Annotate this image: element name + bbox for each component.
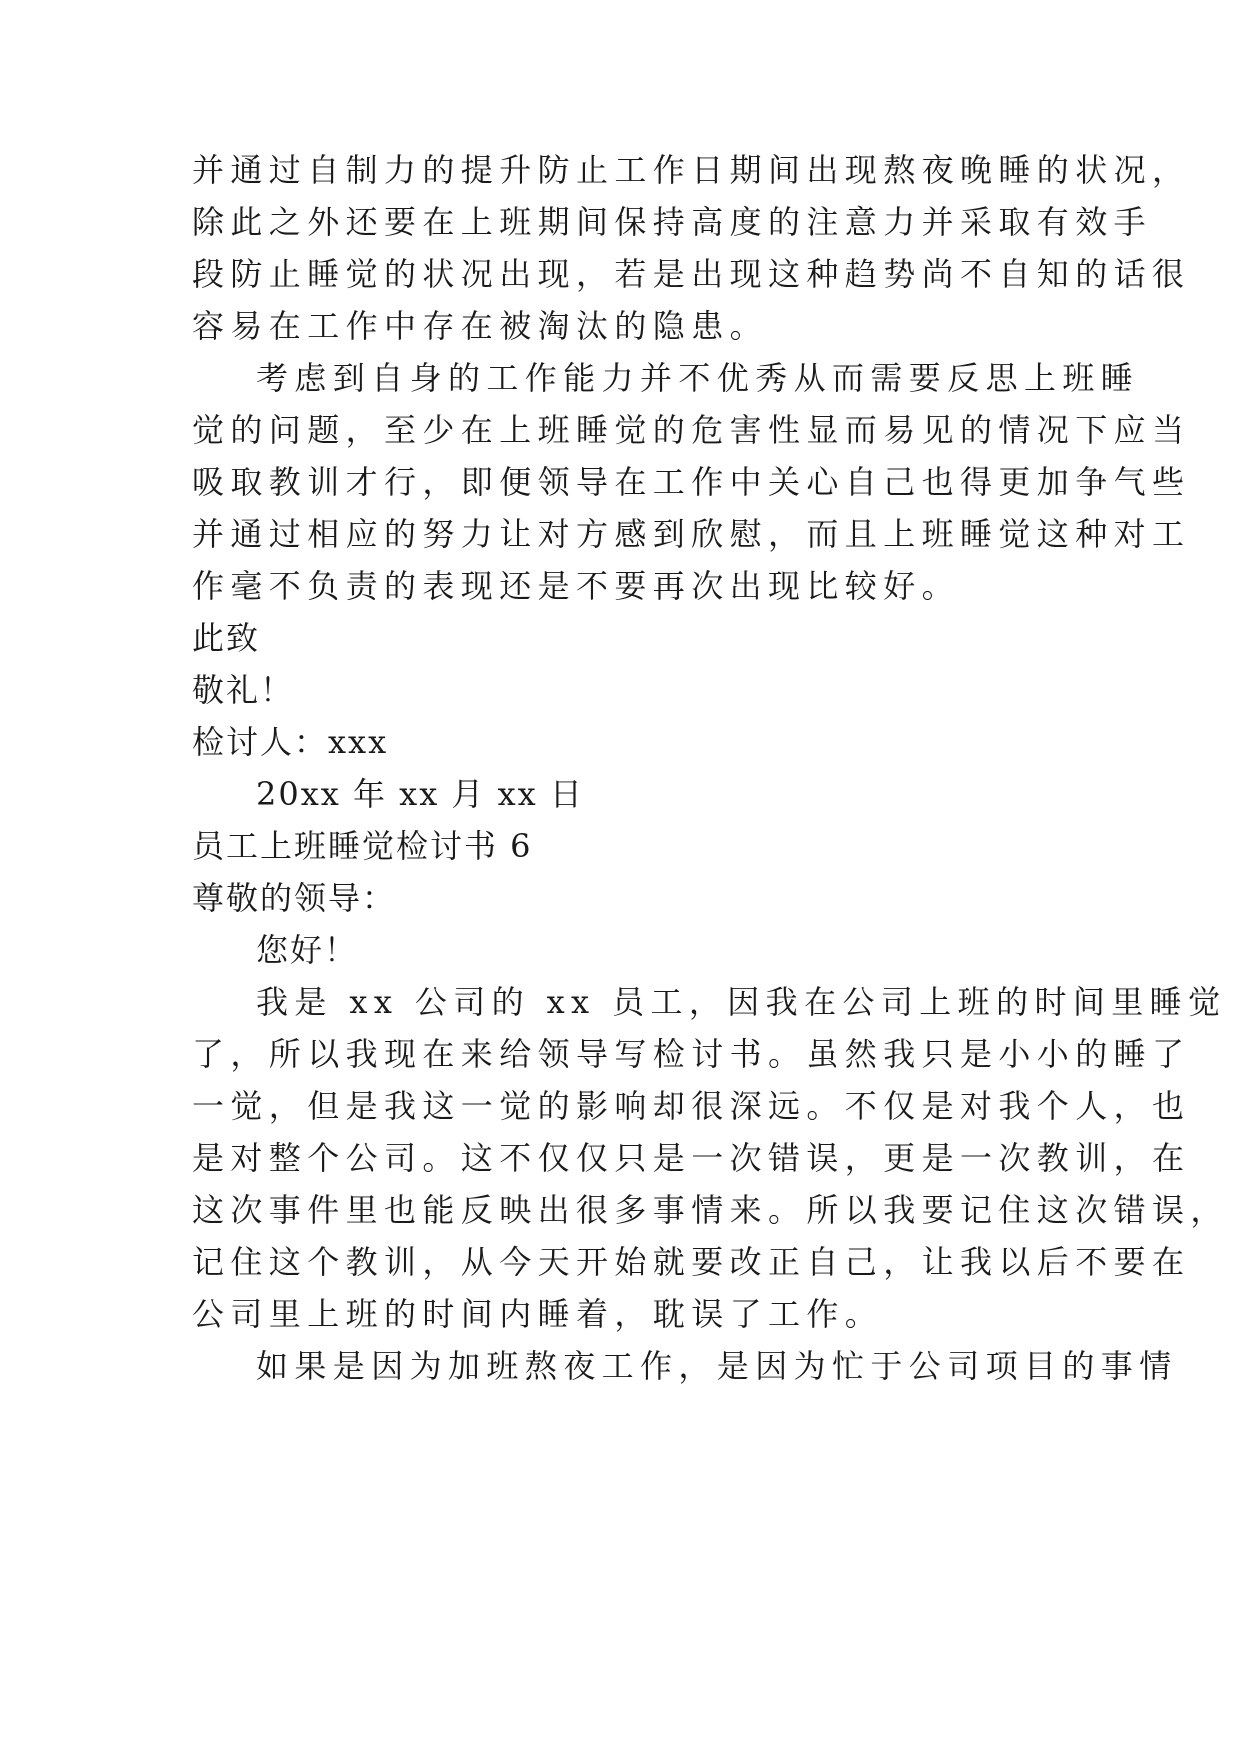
body-line: 并通过自制力的提升防止工作日期间出现熬夜晚睡的状况，	[192, 151, 1191, 189]
body-line: 这次事件里也能反映出很多事情来。所以我要记住这次错误，	[192, 1191, 1229, 1229]
signer-line: 检讨人：xxx	[192, 723, 389, 761]
section-title: 员工上班睡觉检讨书 6	[192, 827, 533, 865]
salutation: 尊敬的领导：	[192, 879, 397, 917]
closing-jingli: 敬礼！	[192, 671, 295, 709]
body-line: 作毫不负责的表现还是不要再次出现比较好。	[192, 567, 961, 605]
body-line: 除此之外还要在上班期间保持高度的注意力并采取有效手	[192, 203, 1153, 241]
body-line: 并通过相应的努力让对方感到欣慰，而且上班睡觉这种对工	[192, 515, 1191, 553]
body-line: 了，所以我现在来给领导写检讨书。虽然我只是小小的睡了	[192, 1035, 1191, 1073]
body-line: 公司里上班的时间内睡着，耽误了工作。	[192, 1295, 884, 1333]
closing-cizhi: 此致	[192, 619, 261, 657]
body-line: 是对整个公司。这不仅仅只是一次错误，更是一次教训，在	[192, 1139, 1191, 1177]
body-line: 记住这个教训，从今天开始就要改正自己，让我以后不要在	[192, 1243, 1191, 1281]
body-line: 容易在工作中存在被淘汰的隐患。	[192, 307, 769, 345]
body-line: 觉的问题，至少在上班睡觉的危害性显而易见的情况下应当	[192, 411, 1191, 449]
body-line: 考虑到自身的工作能力并不优秀从而需要反思上班睡	[256, 359, 1140, 397]
body-line: 我是 xx 公司的 xx 员工，因我在公司上班的时间里睡觉	[256, 983, 1227, 1021]
body-line: 一觉，但是我这一觉的影响却很深远。不仅是对我个人，也	[192, 1087, 1191, 1125]
body-line: 段防止睡觉的状况出现，若是出现这种趋势尚不自知的话很	[192, 255, 1191, 293]
body-line: 吸取教训才行，即便领导在工作中关心自己也得更加争气些	[192, 463, 1191, 501]
greeting: 您好！	[256, 931, 359, 969]
date-line: 20xx 年 xx 月 xx 日	[256, 775, 584, 813]
body-line: 如果是因为加班熬夜工作，是因为忙于公司项目的事情	[256, 1347, 1178, 1385]
